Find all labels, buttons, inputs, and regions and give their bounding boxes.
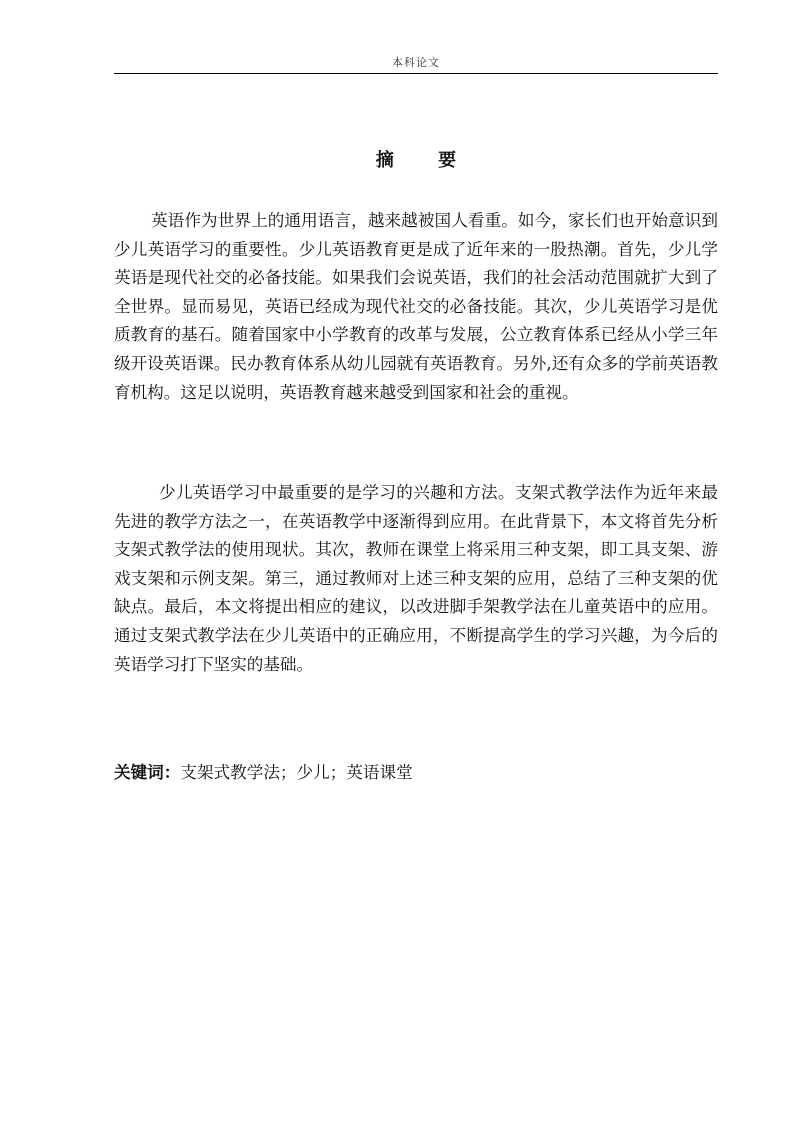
header-divider <box>114 73 718 74</box>
abstract-paragraph-1: 英语作为世界上的通用语言，越来越被国人看重。如今，家长们也开始意识到少儿英语学习的重要性。少儿英语教育更是成了近年来的一股热潮。首先，少儿学英语是现代社交的必备技能。如果我们会说英语，我们的社会活动范围就扩大到了全世界。显而易见，英语已经成为现代社交的必备技能。其次，少儿英语学习是优质教育的基石。随着国家中小学教育的改革与发展，公立教育体系已经从小学三年级开设英语课。民办教育体系从幼儿园就有英语教育。另外,还有众多的学前英语教育机构。这足以说明，英语教育越来越受到国家和社会的重视。 <box>114 211 718 402</box>
keywords-label: 关键词： <box>114 763 181 782</box>
abstract-paragraph-2: 少儿英语学习中最重要的是学习的兴趣和方法。支架式教学法作为近年来最先进的教学方法之一，在英语教学中逐渐得到应用。在此背景下，本文将首先分析支架式教学法的使用现状。其次，教师在课堂上将采用三种支架，即工具支架、游戏支架和示例支架。第三，通过教师对上述三种支架的应用，总结了三种支架的优缺点。最后，本文将提出相应的建议，以改进脚手架教学法在儿童英语中的应用。 通过支架式教学法在少儿英语中的正确应用，不断提高学生的学习兴趣，为今后的英语学习打下坚实的基础。 <box>114 483 718 674</box>
abstract-title: 摘 要 <box>375 150 457 171</box>
keywords-value: 支架式教学法；少儿；英语课堂 <box>180 763 413 782</box>
running-header: 本科论文 <box>392 56 440 69</box>
keywords-line <box>114 759 718 787</box>
